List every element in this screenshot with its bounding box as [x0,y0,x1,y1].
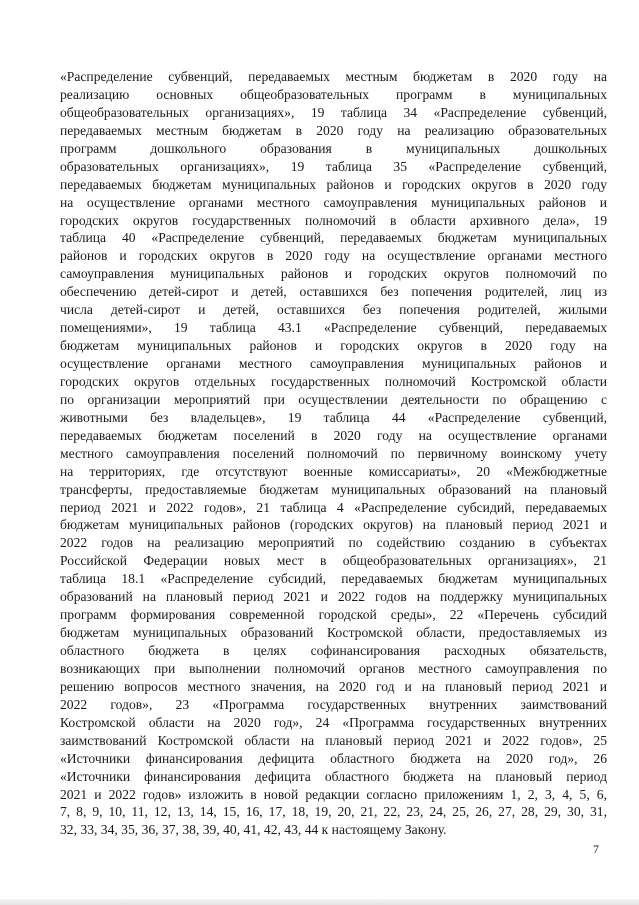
text-line: передаваемых бюджетам муниципальных районов и городских округов в 2020 году [60,176,607,192]
text-line: заимствований Костромской области на плановый период 2021 и 2022 годов», 25 [60,732,607,748]
text-line: «Источники финансирования дефицита областного бюджета на 2020 год», 26 [60,750,607,766]
text-line: Российской Федерации новых мест в общеобразовательных организациях», 21 [60,553,607,569]
text-line: 2021 и 2022 годов» изложить в новой редакции согласно приложениям 1, 2, 3, 4, 5, 6, [60,786,607,802]
text-line: «Источники финансирования дефицита областного бюджета на плановый период [60,768,607,784]
text-line: самоуправления муниципальных районов и городских округов полномочий по [60,266,607,282]
text-line: передаваемых бюджетам поселений в 2020 году на осуществление органами [60,427,607,443]
text-line: животными без владельцев», 19 таблица 44 «Распределение субвенций, [60,409,607,425]
text-line: общеобразовательных организациях», 19 таблица 34 «Распределение субвенций, [60,104,607,120]
text-line: городских округов государственных полномочий в области архивного дела», 19 [60,212,607,228]
text-line: образовательных организациях», 19 таблица 35 «Распределение субвенций, [60,158,607,174]
text-line: таблица 40 «Распределение субвенций, передаваемых бюджетам муниципальных [60,230,607,246]
text-line: на территориях, где отсутствуют военные комиссариаты», 20 «Межбюджетные [60,463,607,479]
text-line: возникающих при выполнении полномочий органов местного самоуправления по [60,660,607,676]
text-line: бюджетам муниципальных районов (городских округов) на плановый период 2021 и [60,517,607,533]
text-line: помещениями», 19 таблица 43.1 «Распределение субвенций, передаваемых [60,320,607,336]
text-line: программ формирования современной городской среды», 22 «Перечень субсидий [60,607,607,623]
text-line: бюджетам муниципальных районов и городских округов в 2020 году на [60,338,607,354]
text-line: образований на плановый период 2021 и 2022 годов на поддержку муниципальных [60,589,607,605]
text-line: программ дошкольного образования в муниципальных дошкольных [60,140,607,156]
text-line: на осуществление органами местного самоуправления муниципальных районов и [60,194,607,210]
text-line: трансферты, предоставляемые бюджетам муниципальных образований на плановый [60,481,607,497]
text-line: бюджетам муниципальных образований Костромской области, предоставляемых из [60,625,607,641]
text-line: числа детей-сирот и детей, оставшихся без попечения родителей, жилыми [60,302,607,318]
text-line: Костромской области на 2020 год», 24 «Программа государственных внутренних [60,714,607,730]
text-line: 32, 33, 34, 35, 36, 37, 38, 39, 40, 41, 42, 43, 44 к настоящему Закону. [60,822,447,838]
text-line: решению вопросов местного значения, на 2020 год и на плановый период 2021 и [60,678,607,694]
text-line: областного бюджета в целях софинансирования расходных обязательств, [60,643,607,658]
text-line: период 2021 и 2022 годов», 21 таблица 4 «Распределение субсидий, передаваемых [60,499,607,515]
text-line: 2022 годов», 23 «Программа государственных внутренних заимствований [60,696,607,712]
text-line: районов и городских округов в 2020 году на осуществление органами местного [60,248,607,264]
text-line: передаваемых местным бюджетам в 2020 году на реализацию образовательных [60,122,607,138]
text-line: 2022 годов на реализацию мероприятий по содействию созданию в субъектах [60,535,607,551]
text-line: 7, 8, 9, 10, 11, 12, 13, 14, 15, 16, 17, 18, 19, 20, 21, 22, 23, 24, 25, 26, 27, 28, 29, 30, 31, [60,804,607,820]
text-line: городских округов отдельных государственных полномочий Костромской области [60,373,607,389]
body-text [60,68,607,839]
text-line: местного самоуправления поселений полномочий по первичному воинскому учету [60,445,607,461]
text-line: осуществление органами местного самоуправления муниципальных районов и [60,356,607,371]
text-line: «Распределение субвенций, передаваемых местным бюджетам в 2020 году на [60,69,607,84]
scan-edge [0,899,639,905]
text-line: обеспечению детей-сирот и детей, оставшихся без попечения родителей, лиц из [60,284,607,300]
text-line: реализацию основных общеобразовательных программ в муниципальных [60,86,607,102]
text-line: таблица 18.1 «Распределение субсидий, передаваемых бюджетам муниципальных [60,571,607,587]
page-number: 7 [593,842,599,856]
text-line: по организации мероприятий при осуществлении деятельности по обращению с [60,391,607,407]
